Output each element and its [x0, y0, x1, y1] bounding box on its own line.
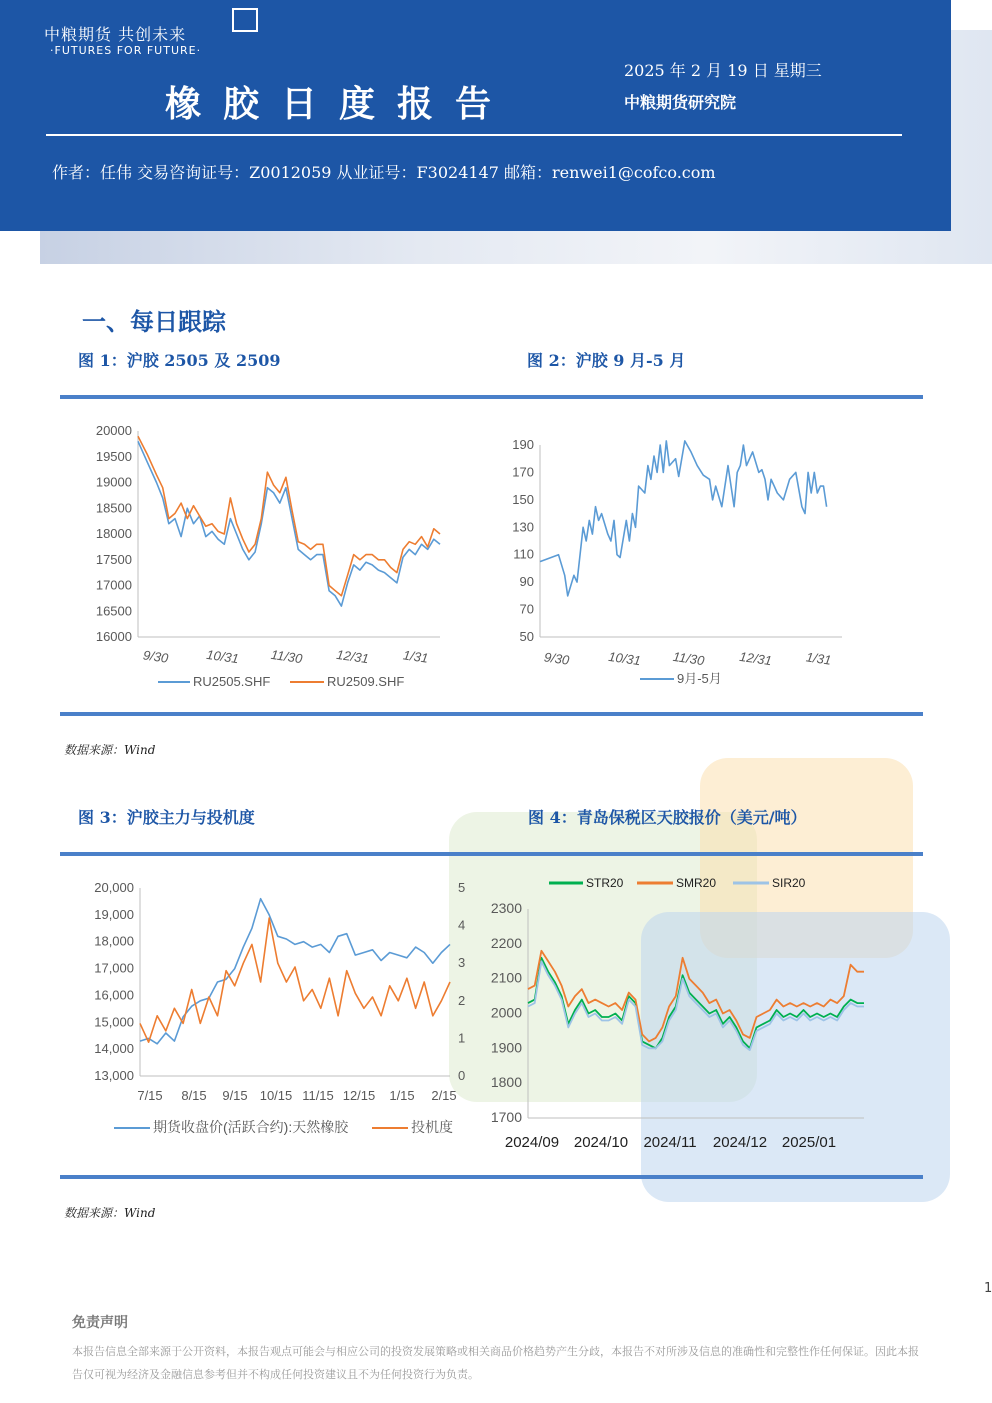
- section-title: 一、每日跟踪: [82, 307, 226, 336]
- legend-label: RU2505.SHF: [193, 674, 271, 689]
- x-tick-label: 1/31: [402, 647, 430, 666]
- y-tick-label: 2100: [490, 969, 522, 986]
- y2-tick-label: 3: [458, 955, 466, 971]
- x-tick-label: 11/30: [671, 648, 706, 669]
- x-tick-label: 10/31: [607, 648, 642, 669]
- series-line-2: [528, 951, 864, 1042]
- x-tick-label: 10/15: [259, 1088, 293, 1103]
- y-tick-label: 17,000: [94, 960, 134, 976]
- y-tick-label: 1800: [490, 1074, 522, 1091]
- report-date: 2025 年 2 月 19 日 星期三: [624, 61, 822, 80]
- y-tick-label: 19,000: [94, 906, 134, 922]
- y-tick-label: 190: [512, 437, 534, 452]
- chart-row-2-bottom-rule: [60, 1175, 923, 1179]
- y-tick-label: 170: [512, 464, 534, 480]
- x-tick-label: 8/15: [181, 1088, 207, 1103]
- chart-main-contract-speculation: [60, 872, 466, 1142]
- x-tick-label: 7/15: [137, 1088, 163, 1103]
- logo-mark-icon: [232, 8, 258, 32]
- page-number: 1: [984, 1281, 992, 1296]
- y-tick-label: 20000: [95, 423, 132, 438]
- y-tick-label: 19500: [95, 448, 132, 464]
- figure-3-title: 图 3：沪胶主力与投机度: [78, 808, 255, 827]
- y-tick-label: 14,000: [94, 1041, 134, 1057]
- x-tick-label: 2/15: [431, 1088, 457, 1103]
- legend-label: 投机度: [411, 1119, 453, 1135]
- y-tick-label: 70: [519, 601, 534, 617]
- institute-name: 中粮期货研究院: [624, 93, 737, 112]
- y-tick-label: 19000: [95, 474, 132, 490]
- y-tick-label: 1700: [490, 1109, 522, 1125]
- disclaimer-text: 本报告信息全部来源于公开资料，本报告观点可能会与相应公司的投资发展策略或相关商品价格趋势产生分歧，本报告不对所涉及信息的准确性和完整性作任何保证。因此本报告仅可视为经济及金融信息参考但并不构成任何投资建议且不为任何投资行为负责。: [72, 1345, 919, 1381]
- y2-tick-label: 4: [458, 917, 466, 933]
- series-line-2: [140, 918, 450, 1042]
- legend-label: 期货收盘价(活跃合约):天然橡胶: [153, 1119, 349, 1135]
- y-tick-label: 18500: [95, 500, 132, 516]
- x-tick-label: 12/31: [335, 646, 370, 667]
- series-line-2: [138, 436, 440, 596]
- chart-row-1-top-rule: [60, 395, 923, 399]
- chart-row-1-bottom-rule: [60, 712, 923, 716]
- y-tick-label: 20,000: [94, 880, 134, 895]
- chart-qingdao-bonded-prices: [480, 868, 900, 1158]
- y-tick-label: 17500: [95, 551, 132, 567]
- x-tick-label: 12/31: [738, 648, 773, 669]
- chart-row-2-top-rule: [60, 852, 923, 856]
- legend-label: STR20: [586, 876, 624, 890]
- figure-4-title: 图 4：青岛保税区天胶报价（美元/吨）: [528, 808, 807, 827]
- y-tick-label: 18000: [95, 526, 132, 541]
- logo-english: ·FUTURES FOR FUTURE·: [50, 44, 202, 57]
- x-tick-label: 10/31: [205, 646, 240, 667]
- legend-label: RU2509.SHF: [327, 674, 405, 689]
- y-tick-label: 15,000: [94, 1014, 134, 1030]
- series-line-1: [138, 441, 440, 606]
- x-tick-label: 9/30: [142, 647, 170, 666]
- x-tick-label: 11/15: [302, 1088, 334, 1103]
- y-tick-label: 2200: [490, 934, 522, 951]
- x-tick-label: 2024/12: [712, 1134, 768, 1151]
- disclaimer-title: 免责声明: [72, 1315, 128, 1331]
- x-tick-label: 2024/10: [573, 1134, 629, 1151]
- data-source-2: 数据来源：Wind: [64, 1206, 156, 1220]
- header-divider: [46, 134, 902, 136]
- x-tick-label: 2025/01: [781, 1134, 837, 1151]
- y-tick-label: 110: [513, 546, 534, 562]
- chart-ru2505-ru2509: [60, 415, 460, 700]
- x-tick-label: 9/30: [543, 649, 571, 668]
- author-line: 作者：任伟 交易咨询证号：Z0012059 从业证号：F3024147 邮箱：renwei1@cofco.com: [52, 163, 716, 182]
- y-tick-label: 18,000: [94, 933, 134, 949]
- y-tick-label: 90: [519, 574, 534, 590]
- x-tick-label: 2024/11: [643, 1134, 697, 1151]
- x-tick-label: 1/31: [805, 649, 833, 668]
- y2-tick-label: 2: [458, 992, 466, 1008]
- y2-tick-label: 1: [458, 1030, 466, 1046]
- legend-label: SMR20: [676, 876, 717, 890]
- y2-tick-label: 5: [458, 880, 466, 895]
- y2-tick-label: 0: [458, 1068, 466, 1083]
- y-tick-label: 130: [512, 519, 534, 535]
- data-source-1: 数据来源：Wind: [64, 743, 156, 757]
- y-tick-label: 50: [519, 629, 534, 644]
- y-tick-label: 16500: [95, 603, 132, 619]
- y-tick-label: 2000: [490, 1004, 522, 1021]
- y-tick-label: 2300: [490, 900, 522, 916]
- logo-chinese: 中粮期货 共创未来: [44, 25, 187, 44]
- figure-2-title: 图 2：沪胶 9 月-5 月: [527, 351, 686, 370]
- series-line-1: [140, 899, 450, 1044]
- y-tick-label: 1900: [490, 1039, 522, 1056]
- chart-sep-may-spread: [490, 430, 860, 700]
- legend-label: SIR20: [772, 876, 806, 890]
- y-tick-label: 13,000: [94, 1068, 134, 1083]
- x-tick-label: 2024/09: [504, 1134, 560, 1151]
- y-tick-label: 16000: [95, 629, 132, 644]
- legend-label: 9月-5月: [677, 671, 722, 686]
- y-tick-label: 16,000: [94, 987, 134, 1003]
- series-line-1: [540, 441, 827, 596]
- x-tick-label: 11/30: [269, 646, 304, 667]
- figure-1-title: 图 1：沪胶 2505 及 2509: [78, 351, 281, 370]
- y-tick-label: 150: [512, 491, 534, 507]
- x-tick-label: 12/15: [342, 1088, 376, 1103]
- x-tick-label: 1/15: [389, 1088, 415, 1103]
- report-title: 橡胶日度报告: [165, 83, 514, 125]
- y-tick-label: 17000: [95, 577, 132, 593]
- x-tick-label: 9/15: [222, 1088, 248, 1103]
